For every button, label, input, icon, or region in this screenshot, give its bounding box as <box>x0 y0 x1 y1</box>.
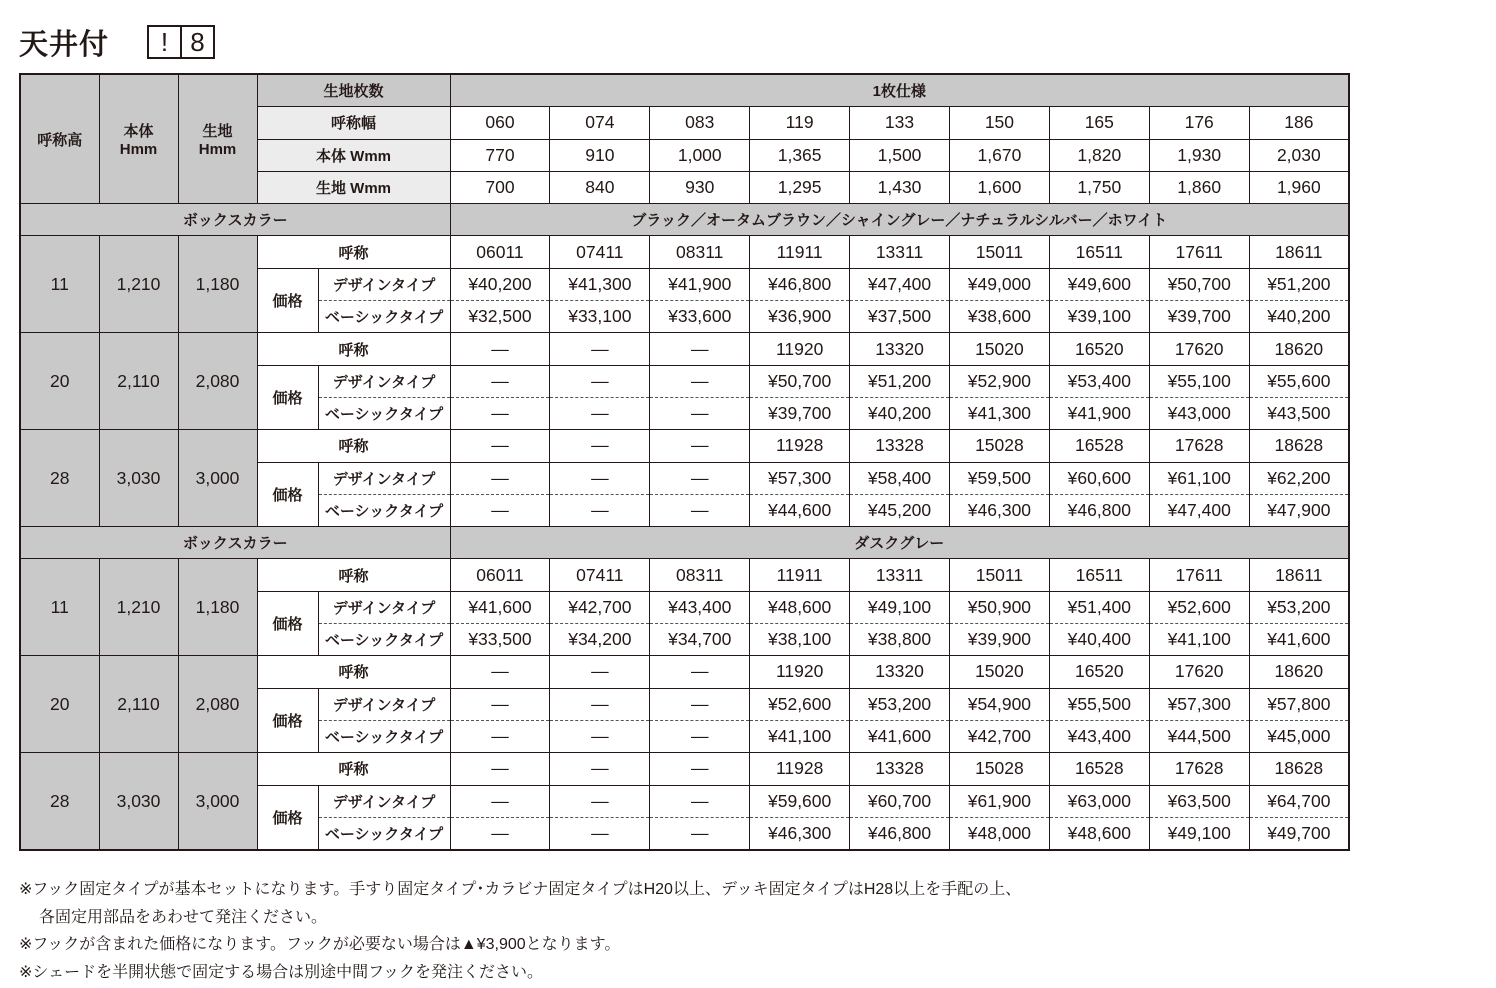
product-code: — <box>550 430 650 462</box>
header-body_w-value: 1,000 <box>650 139 750 171</box>
basic-price: ¥38,100 <box>750 624 850 656</box>
design-price: — <box>550 462 650 494</box>
header-body_w-value: 1,930 <box>1149 139 1249 171</box>
product-code: 11928 <box>750 430 850 462</box>
code-label: 呼称 <box>257 333 450 365</box>
body-height: 3,030 <box>99 430 178 527</box>
design-price: ¥53,400 <box>1049 365 1149 397</box>
header-body_w-label: 本体 Wmm <box>257 139 450 171</box>
product-code: 11920 <box>750 656 850 688</box>
basic-price: ¥45,200 <box>850 494 950 526</box>
product-code: — <box>550 656 650 688</box>
product-code: 18611 <box>1249 236 1349 268</box>
price-label: 価格 <box>257 365 318 430</box>
product-code: — <box>650 333 750 365</box>
product-code: 13320 <box>850 656 950 688</box>
product-code: 17611 <box>1149 559 1249 591</box>
basic-price: ¥44,500 <box>1149 720 1249 752</box>
header-fabric-h <box>178 74 257 204</box>
note-3: ※シェードを半開状態で固定する場合は別途中間フックを発注ください。 <box>19 963 543 981</box>
design-price: — <box>650 785 750 817</box>
basic-price: — <box>450 397 550 429</box>
code-label: 呼称 <box>257 236 450 268</box>
product-code: 18620 <box>1249 656 1349 688</box>
note-1: ※フック固定タイプが基本セットになります。手すり固定タイプ･カラビナ固定タイプはH20以上、デッキ固定タイプはH28以上を手配の上、 <box>19 881 1022 898</box>
design-price: — <box>550 365 650 397</box>
product-code: 16511 <box>1049 559 1149 591</box>
body-height: 2,110 <box>99 333 178 430</box>
header-widths-value: 083 <box>650 107 750 139</box>
design-price: ¥63,000 <box>1049 785 1149 817</box>
design-price: ¥51,200 <box>850 365 950 397</box>
body-height: 1,210 <box>99 236 178 333</box>
header-widths-value: 074 <box>550 107 650 139</box>
design-price: ¥51,400 <box>1049 591 1149 623</box>
basic-price: ¥32,500 <box>450 301 550 333</box>
design-type-label: デザインタイプ <box>318 591 450 623</box>
design-price: ¥49,600 <box>1049 268 1149 300</box>
product-code: 07411 <box>550 236 650 268</box>
product-code: — <box>450 430 550 462</box>
product-code: 15028 <box>949 753 1049 785</box>
product-code: — <box>650 753 750 785</box>
design-price: ¥49,100 <box>850 591 950 623</box>
product-code: — <box>650 430 750 462</box>
design-price: — <box>650 462 750 494</box>
design-type-label: デザインタイプ <box>318 785 450 817</box>
code-row <box>20 236 1349 268</box>
box-color-label: ボックスカラー <box>20 204 450 236</box>
design-price: ¥61,100 <box>1149 462 1249 494</box>
header-widths-label: 呼称幅 <box>257 107 450 139</box>
product-code: 11928 <box>750 753 850 785</box>
design-price: — <box>450 462 550 494</box>
product-code: 15011 <box>949 559 1049 591</box>
unit: Hmm <box>119 141 158 159</box>
product-code: 06011 <box>450 236 550 268</box>
product-code: 17628 <box>1149 430 1249 462</box>
nominal-height: 20 <box>20 656 99 753</box>
product-code: — <box>550 753 650 785</box>
product-code: 16520 <box>1049 656 1149 688</box>
basic-price: ¥34,200 <box>550 624 650 656</box>
product-code: 08311 <box>650 236 750 268</box>
header-fabric_w-value: 930 <box>650 171 750 203</box>
design-type-label: デザインタイプ <box>318 365 450 397</box>
basic-price: — <box>450 817 550 850</box>
design-price: ¥50,700 <box>750 365 850 397</box>
basic-price: ¥36,900 <box>750 301 850 333</box>
header-widths-value: 176 <box>1149 107 1249 139</box>
header-widths-value: 119 <box>750 107 850 139</box>
product-code: 11911 <box>750 559 850 591</box>
price-label: 価格 <box>257 591 318 656</box>
header-fabric_w-value: 1,960 <box>1249 171 1349 203</box>
basic-price: ¥46,300 <box>750 817 850 850</box>
design-price: ¥53,200 <box>850 688 950 720</box>
product-code: 13311 <box>850 559 950 591</box>
design-price: — <box>450 785 550 817</box>
design-price: — <box>650 365 750 397</box>
code-label: 呼称 <box>257 656 450 688</box>
basic-price: ¥39,100 <box>1049 301 1149 333</box>
product-code: 15020 <box>949 333 1049 365</box>
fabric-height: 3,000 <box>178 753 257 850</box>
basic-price: ¥40,200 <box>850 397 950 429</box>
basic-price: — <box>450 494 550 526</box>
basic-price: — <box>650 494 750 526</box>
design-price: ¥41,300 <box>550 268 650 300</box>
basic-type-label: ベーシックタイプ <box>318 720 450 752</box>
basic-price: — <box>550 720 650 752</box>
design-price: ¥40,200 <box>450 268 550 300</box>
basic-price: — <box>650 720 750 752</box>
basic-price: ¥33,500 <box>450 624 550 656</box>
basic-price: ¥46,300 <box>949 494 1049 526</box>
basic-price: — <box>550 494 650 526</box>
design-price: ¥60,700 <box>850 785 950 817</box>
header-body_w-value: 770 <box>450 139 550 171</box>
note-2: ※フックが含まれた価格になります。フックが必要ない場合は▲¥3,900となります。 <box>19 936 621 953</box>
design-type-label: デザインタイプ <box>318 268 450 300</box>
design-price: — <box>550 688 650 720</box>
basic-type-label: ベーシックタイプ <box>318 817 450 850</box>
product-code: — <box>450 333 550 365</box>
header-fabric_w-value: 840 <box>550 171 650 203</box>
product-code: 18620 <box>1249 333 1349 365</box>
basic-price: ¥39,900 <box>949 624 1049 656</box>
header-fabric_w-value: 1,600 <box>949 171 1049 203</box>
basic-price: ¥41,600 <box>850 720 950 752</box>
basic-price: ¥41,300 <box>949 397 1049 429</box>
design-price: ¥52,600 <box>750 688 850 720</box>
design-price: ¥42,700 <box>550 591 650 623</box>
basic-price: ¥43,400 <box>1049 720 1149 752</box>
basic-price: ¥45,000 <box>1249 720 1349 752</box>
product-code: — <box>450 753 550 785</box>
header-row <box>20 74 1349 107</box>
design-price: ¥53,200 <box>1249 591 1349 623</box>
design-price: ¥47,400 <box>850 268 950 300</box>
basic-type-label: ベーシックタイプ <box>318 494 450 526</box>
header-body_w-value: 1,500 <box>850 139 950 171</box>
nominal-height: 28 <box>20 753 99 850</box>
basic-price: — <box>550 397 650 429</box>
design-price: — <box>550 785 650 817</box>
design-price: ¥55,500 <box>1049 688 1149 720</box>
fabric-height: 2,080 <box>178 333 257 430</box>
product-code: — <box>450 656 550 688</box>
product-code: 16511 <box>1049 236 1149 268</box>
basic-price: — <box>650 397 750 429</box>
design-price: — <box>450 688 550 720</box>
basic-price: — <box>450 720 550 752</box>
header-fabric_w-value: 1,295 <box>750 171 850 203</box>
box-color-value: ブラック／オータムブラウン／シャイングレー／ナチュラルシルバー／ホワイト <box>450 204 1349 236</box>
basic-price: ¥33,600 <box>650 301 750 333</box>
basic-price: ¥41,100 <box>750 720 850 752</box>
box-color-label: ボックスカラー <box>20 527 450 559</box>
basic-price: ¥37,500 <box>850 301 950 333</box>
design-price: ¥41,600 <box>450 591 550 623</box>
design-price: ¥55,600 <box>1249 365 1349 397</box>
fabric-height: 1,180 <box>178 559 257 656</box>
header-fabric_w-value: 1,430 <box>850 171 950 203</box>
header-body_w-value: 2,030 <box>1249 139 1349 171</box>
product-code: 16528 <box>1049 430 1149 462</box>
design-price: ¥51,200 <box>1249 268 1349 300</box>
design-price: ¥50,900 <box>949 591 1049 623</box>
code-row <box>20 430 1349 462</box>
basic-type-label: ベーシックタイプ <box>318 624 450 656</box>
basic-price: ¥46,800 <box>850 817 950 850</box>
fabric-height: 3,000 <box>178 430 257 527</box>
body-height: 3,030 <box>99 753 178 850</box>
code-row <box>20 333 1349 365</box>
header-body_w-value: 1,365 <box>750 139 850 171</box>
design-price: — <box>450 365 550 397</box>
design-price: ¥57,300 <box>750 462 850 494</box>
design-price: ¥50,700 <box>1149 268 1249 300</box>
design-price: ¥59,500 <box>949 462 1049 494</box>
header-widths-value: 060 <box>450 107 550 139</box>
product-code: 13320 <box>850 333 950 365</box>
basic-price: ¥39,700 <box>1149 301 1249 333</box>
product-code: 17620 <box>1149 333 1249 365</box>
design-price: ¥61,900 <box>949 785 1049 817</box>
box-color-row <box>20 204 1349 236</box>
product-code: 13328 <box>850 753 950 785</box>
body-height: 2,110 <box>99 656 178 753</box>
basic-price: — <box>550 817 650 850</box>
price-label: 価格 <box>257 688 318 753</box>
basic-price: ¥43,500 <box>1249 397 1349 429</box>
code-row <box>20 559 1349 591</box>
basic-price: ¥42,700 <box>949 720 1049 752</box>
header-fabric-count-value: 1枚仕様 <box>450 74 1349 107</box>
spec-badge <box>147 25 215 59</box>
header-widths-value: 186 <box>1249 107 1349 139</box>
design-price: ¥48,600 <box>750 591 850 623</box>
header-body_w-value: 1,670 <box>949 139 1049 171</box>
header-body_w-value: 910 <box>550 139 650 171</box>
basic-price: ¥41,600 <box>1249 624 1349 656</box>
header-widths-value: 165 <box>1049 107 1149 139</box>
header-fabric-count: 生地枚数 <box>257 74 450 107</box>
design-price: ¥52,900 <box>949 365 1049 397</box>
basic-price: — <box>650 817 750 850</box>
label: 本体 <box>123 123 154 141</box>
design-price: ¥58,400 <box>850 462 950 494</box>
design-price: ¥52,600 <box>1149 591 1249 623</box>
header-body-h <box>99 74 178 204</box>
product-code: 07411 <box>550 559 650 591</box>
product-code: 18611 <box>1249 559 1349 591</box>
unit: Hmm <box>198 141 237 159</box>
product-code: 06011 <box>450 559 550 591</box>
basic-type-label: ベーシックタイプ <box>318 301 450 333</box>
code-label: 呼称 <box>257 430 450 462</box>
basic-price: ¥41,100 <box>1149 624 1249 656</box>
box-color-row <box>20 527 1349 559</box>
design-price: ¥57,800 <box>1249 688 1349 720</box>
basic-price: ¥38,800 <box>850 624 950 656</box>
product-code: — <box>650 656 750 688</box>
design-price: ¥64,700 <box>1249 785 1349 817</box>
design-price: ¥46,800 <box>750 268 850 300</box>
basic-price: ¥47,400 <box>1149 494 1249 526</box>
product-code: 17620 <box>1149 656 1249 688</box>
basic-type-label: ベーシックタイプ <box>318 397 450 429</box>
price-label: 価格 <box>257 462 318 527</box>
basic-price: ¥41,900 <box>1049 397 1149 429</box>
product-code: 15020 <box>949 656 1049 688</box>
design-price: ¥60,600 <box>1049 462 1149 494</box>
header-fabric_w-value: 700 <box>450 171 550 203</box>
design-price: ¥41,900 <box>650 268 750 300</box>
product-code: 13311 <box>850 236 950 268</box>
code-row <box>20 753 1349 785</box>
note-1-cont: 各固定用部品をあわせて発注ください。 <box>39 908 328 926</box>
code-row <box>20 656 1349 688</box>
design-price: ¥49,000 <box>949 268 1049 300</box>
header-fabric_w-label: 生地 Wmm <box>257 171 450 203</box>
code-label: 呼称 <box>257 559 450 591</box>
basic-price: ¥33,100 <box>550 301 650 333</box>
product-code: 15028 <box>949 430 1049 462</box>
product-code: — <box>550 333 650 365</box>
design-price: ¥62,200 <box>1249 462 1349 494</box>
design-price: — <box>650 688 750 720</box>
header-widths-value: 133 <box>850 107 950 139</box>
badge-number: 8 <box>180 27 213 57</box>
nominal-height: 28 <box>20 430 99 527</box>
design-price: ¥59,600 <box>750 785 850 817</box>
product-code: 08311 <box>650 559 750 591</box>
product-code: 17611 <box>1149 236 1249 268</box>
design-price: ¥55,100 <box>1149 365 1249 397</box>
design-price: ¥54,900 <box>949 688 1049 720</box>
design-type-label: デザインタイプ <box>318 688 450 720</box>
product-code: 16528 <box>1049 753 1149 785</box>
nominal-height: 20 <box>20 333 99 430</box>
basic-price: ¥40,200 <box>1249 301 1349 333</box>
basic-price: ¥34,700 <box>650 624 750 656</box>
code-label: 呼称 <box>257 753 450 785</box>
basic-price: ¥49,100 <box>1149 817 1249 850</box>
page-title: 天井付 <box>19 29 110 61</box>
design-price: ¥57,300 <box>1149 688 1249 720</box>
basic-price: ¥48,000 <box>949 817 1049 850</box>
product-code: 11920 <box>750 333 850 365</box>
basic-price: ¥46,800 <box>1049 494 1149 526</box>
product-code: 16520 <box>1049 333 1149 365</box>
header-fabric_w-value: 1,750 <box>1049 171 1149 203</box>
product-code: 11911 <box>750 236 850 268</box>
product-code: 18628 <box>1249 753 1349 785</box>
basic-price: ¥43,000 <box>1149 397 1249 429</box>
nominal-height: 11 <box>20 236 99 333</box>
basic-price: ¥47,900 <box>1249 494 1349 526</box>
product-code: 13328 <box>850 430 950 462</box>
basic-price: ¥49,700 <box>1249 817 1349 850</box>
header-height: 呼称高 <box>20 74 99 204</box>
price-table <box>19 73 1350 851</box>
fabric-height: 2,080 <box>178 656 257 753</box>
badge-mark: ! <box>160 27 169 57</box>
basic-price: ¥40,400 <box>1049 624 1149 656</box>
product-code: 15011 <box>949 236 1049 268</box>
product-code: 17628 <box>1149 753 1249 785</box>
box-color-value: ダスクグレー <box>450 527 1349 559</box>
fabric-height: 1,180 <box>178 236 257 333</box>
nominal-height: 11 <box>20 559 99 656</box>
design-type-label: デザインタイプ <box>318 462 450 494</box>
label: 生地 <box>202 123 233 141</box>
basic-price: ¥38,600 <box>949 301 1049 333</box>
header-body_w-value: 1,820 <box>1049 139 1149 171</box>
notes <box>19 876 1021 986</box>
product-code: 18628 <box>1249 430 1349 462</box>
basic-price: ¥48,600 <box>1049 817 1149 850</box>
body-height: 1,210 <box>99 559 178 656</box>
header-widths-value: 150 <box>949 107 1049 139</box>
basic-price: ¥44,600 <box>750 494 850 526</box>
price-label: 価格 <box>257 785 318 850</box>
price-label: 価格 <box>257 268 318 333</box>
header-fabric_w-value: 1,860 <box>1149 171 1249 203</box>
design-price: ¥43,400 <box>650 591 750 623</box>
basic-price: ¥39,700 <box>750 397 850 429</box>
design-price: ¥63,500 <box>1149 785 1249 817</box>
